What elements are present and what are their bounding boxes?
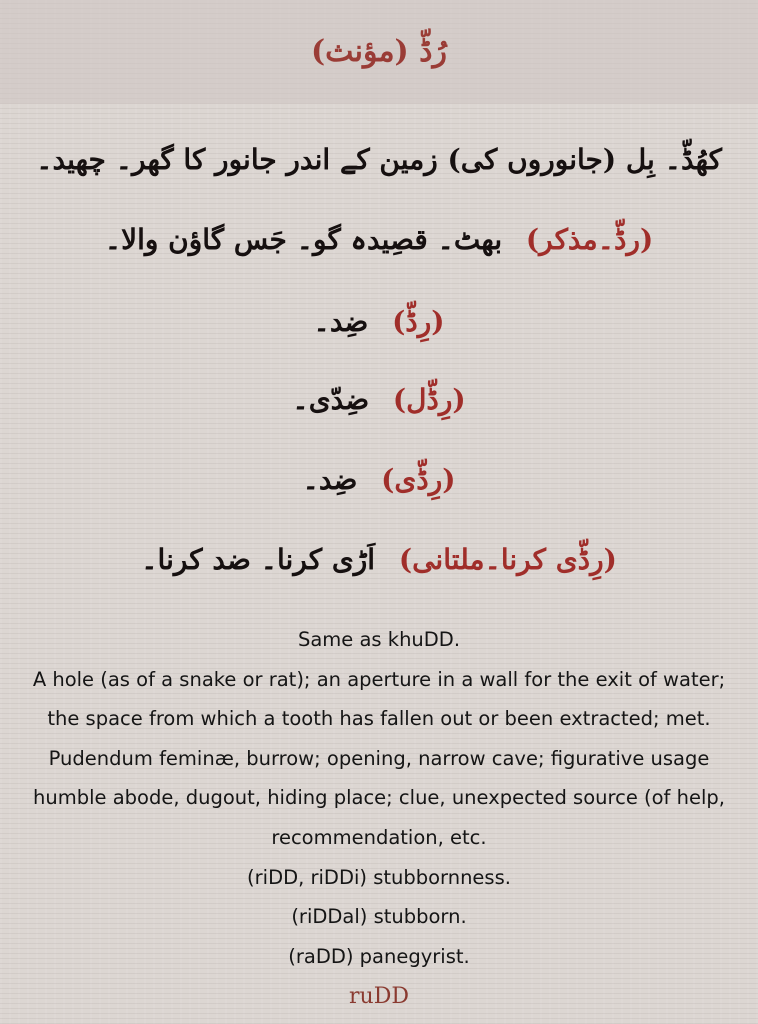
english-line-riDDal: (riDDal) stubborn. bbox=[291, 905, 467, 929]
urdu-definition-tag: (رڈّ۔مذکر) bbox=[525, 223, 654, 256]
urdu-definition-text: ضِد۔ bbox=[313, 305, 369, 338]
urdu-definition-tag: (رِڈّ) bbox=[392, 305, 445, 338]
urdu-definition-tag: (رِڈّی) bbox=[381, 463, 456, 496]
transliteration-footer: ruDD bbox=[349, 984, 409, 1009]
english-definition bbox=[18, 620, 740, 976]
page-title: رُڈّ (مؤنث) bbox=[310, 34, 448, 69]
urdu-definition-text: بھٹ۔ قصِیدہ گو۔ جَس گاؤن والا۔ bbox=[104, 223, 503, 256]
english-line-meaning: A hole (as of a snake or rat); an aperture in a wall for the exit of water; the space from which a tooth has fallen out or been extracted; met. Pudendum feminæ, burrow; opening, narrow cave; figurative usage humble abode, dugout, hiding place; clue, unexpected source (of help, recommendation, etc. bbox=[32, 667, 726, 849]
urdu-definition-6 bbox=[0, 540, 758, 580]
urdu-definition-text: ضِدّی۔ bbox=[292, 383, 370, 416]
english-line-raDD: (raDD) panegyrist. bbox=[288, 944, 470, 968]
urdu-definition-tag: (رِڈّی کرنا۔ملتانی) bbox=[398, 543, 617, 576]
urdu-definition-1 bbox=[0, 140, 758, 180]
urdu-definition-4 bbox=[0, 380, 758, 420]
urdu-definition-5 bbox=[0, 460, 758, 500]
urdu-definition-text: کھُڈّ۔ بِل (جانوروں کی) زمین کے اندر جانور کا گھر۔ چھید۔ bbox=[36, 143, 722, 176]
urdu-definition-text: ضِد۔ bbox=[302, 463, 358, 496]
urdu-definition-2 bbox=[0, 220, 758, 260]
urdu-definition-text: اَڑی کرنا۔ ضد کرنا۔ bbox=[141, 543, 376, 576]
urdu-definition-tag: (رِڈّل) bbox=[392, 383, 466, 416]
urdu-definition-3 bbox=[0, 302, 758, 342]
english-line-riDD: (riDD, riDDi) stubbornness. bbox=[247, 865, 511, 889]
english-line-same-as: Same as khuDD. bbox=[297, 628, 461, 651]
